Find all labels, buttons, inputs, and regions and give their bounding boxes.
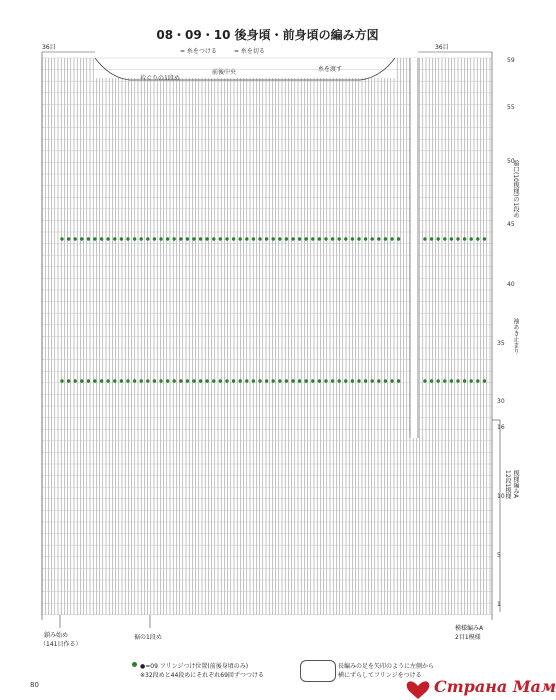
fringe-dot — [470, 237, 473, 240]
fringe-row-2 — [60, 379, 486, 382]
fringe-dot — [437, 379, 440, 382]
fringe-dot — [245, 379, 248, 382]
fringe-dot — [331, 379, 334, 382]
fringe-dot — [87, 379, 90, 382]
pattern-bottom-label: 模様編みA — [455, 625, 484, 632]
fringe-dot — [430, 237, 433, 240]
fringe-dot — [107, 237, 110, 240]
fringe-dot — [80, 237, 83, 240]
row-30: 30 — [497, 398, 505, 405]
right-stitch-count: 36目 — [435, 44, 449, 51]
fringe-dot — [239, 379, 242, 382]
fringe-dot — [371, 237, 374, 240]
fringe-dot — [285, 379, 288, 382]
pattern-bottom-repeat-label: 2目1模様 — [455, 634, 481, 641]
fringe-dot — [126, 237, 129, 240]
first-row-label: 裾の1段め — [134, 634, 162, 641]
sleeve-gap — [410, 58, 418, 438]
fringe-dot — [199, 237, 202, 240]
fringe-dot — [153, 237, 156, 240]
fringe-dot — [397, 237, 400, 240]
fringe-dot — [192, 379, 195, 382]
fringe-dot — [173, 379, 176, 382]
fringe-dot — [456, 237, 459, 240]
fringe-dot — [80, 379, 83, 382]
fringe-dot — [232, 237, 235, 240]
row-59: 59 — [507, 57, 515, 64]
fringe-dot — [291, 237, 294, 240]
fringe-dot — [179, 379, 182, 382]
fringe-dot — [305, 379, 308, 382]
footnote-rows: ※32段めと44段めにそれぞれ69回ずつつける — [140, 672, 264, 679]
fringe-dot — [483, 379, 486, 382]
fringe-dot — [285, 237, 288, 240]
row-50: 50 — [507, 158, 515, 165]
watermark-heart — [407, 681, 430, 699]
fringe-dot — [298, 237, 301, 240]
fringe-dot — [311, 379, 314, 382]
fringe-dot — [278, 237, 281, 240]
page-number: 80 — [30, 681, 39, 689]
fringe-dot — [272, 237, 275, 240]
fringe-dot — [483, 237, 486, 240]
row-16: 16 — [497, 424, 505, 431]
row-1: 1 — [497, 601, 501, 608]
fringe-dot — [93, 237, 96, 240]
fringe-dot — [437, 237, 440, 240]
fringe-dot — [476, 379, 479, 382]
watermark-text: Страна Мам — [434, 677, 556, 696]
fringe-dot — [252, 237, 255, 240]
chain-count-label: （141目作る） — [40, 641, 82, 648]
fringe-dot — [159, 379, 162, 382]
fringe-dot — [338, 237, 341, 240]
sleeve-stop-label: 袖あき止まり — [512, 318, 519, 354]
fringe-dot — [199, 379, 202, 382]
chart-title: 08・09・10 後身頃・前身頃の編み方図 — [156, 28, 379, 42]
fringe-dot — [298, 379, 301, 382]
fringe-dot — [179, 237, 182, 240]
fringe-dot — [67, 237, 70, 240]
fringe-dot — [146, 379, 149, 382]
fringe-dot — [318, 379, 321, 382]
fringe-dot — [60, 379, 63, 382]
fringe-dot — [351, 379, 354, 382]
fringe-dot — [113, 237, 116, 240]
fringe-dot — [463, 379, 466, 382]
legend-cut: = 糸を切る — [234, 48, 265, 55]
fringe-dot — [397, 379, 400, 382]
fringe-dot — [384, 237, 387, 240]
fringe-dot — [476, 237, 479, 240]
fringe-dot — [423, 237, 426, 240]
fringe-dot — [74, 379, 77, 382]
row-40: 40 — [507, 281, 515, 288]
chain-start-label: 鎖み始め — [44, 632, 69, 639]
fringe-dot — [113, 379, 116, 382]
fringe-dot — [443, 237, 446, 240]
fringe-dot — [166, 237, 169, 240]
fringe-dot — [120, 379, 123, 382]
fringe-dot — [212, 237, 215, 240]
fringe-dot — [364, 237, 367, 240]
pattern-a-repeat-label: 12段1模様 — [504, 470, 511, 500]
row-lines — [42, 58, 492, 615]
fringe-dot — [278, 379, 281, 382]
row-35: 35 — [497, 340, 505, 347]
fringe-dot — [423, 379, 426, 382]
pattern-a-label: 模様編みA — [512, 470, 519, 499]
fringe-dot — [318, 237, 321, 240]
fringe-dot — [364, 379, 367, 382]
fringe-dot — [133, 379, 136, 382]
fringe-dot — [344, 379, 347, 382]
fringe-dot — [357, 237, 360, 240]
fringe-dot — [377, 237, 380, 240]
fringe-dot — [344, 237, 347, 240]
fringe-dot — [133, 237, 136, 240]
fringe-dot — [239, 237, 242, 240]
fringe-dot — [265, 237, 268, 240]
fringe-dot — [338, 379, 341, 382]
fringe-dot — [252, 379, 255, 382]
footnote-fringe: ●=09 フリンジつけ位置(前後身頃のみ) — [140, 663, 249, 670]
fringe-dot — [463, 237, 466, 240]
fringe-dot — [357, 379, 360, 382]
fringe-dot — [331, 237, 334, 240]
fringe-dot — [93, 379, 96, 382]
fringe-dot — [225, 237, 228, 240]
row-55: 55 — [507, 104, 515, 111]
fringe-dot — [126, 379, 129, 382]
fringe-dot — [351, 237, 354, 240]
fringe-dot — [206, 379, 209, 382]
fringe-dot — [153, 379, 156, 382]
fringe-dot — [390, 379, 393, 382]
fringe-dot — [272, 379, 275, 382]
side-top-label: 脇口(10模様)の1段め — [512, 160, 519, 219]
neckline — [95, 58, 395, 80]
row-45: 45 — [507, 221, 515, 228]
fringe-dot — [232, 379, 235, 382]
row-5: 5 — [497, 552, 501, 559]
neck-first-row-label: 衿ぐりの1段め — [140, 75, 180, 82]
fringe-dot — [212, 379, 215, 382]
fringe-dot — [258, 379, 261, 382]
row-10: 10 — [497, 493, 505, 500]
fringe-dot — [159, 237, 162, 240]
fringe-dot — [450, 379, 453, 382]
legend-attach: = 糸をつける — [180, 48, 217, 55]
fringe-dot — [219, 379, 222, 382]
fringe-dot — [377, 379, 380, 382]
left-stitch-count: 36目 — [42, 44, 56, 51]
fringe-dot — [384, 379, 387, 382]
fringe-dot — [225, 379, 228, 382]
fringe-dot — [146, 237, 149, 240]
fringe-dot — [67, 379, 70, 382]
fringe-dot — [324, 379, 327, 382]
fringe-dot — [291, 379, 294, 382]
fringe-dot — [166, 379, 169, 382]
fringe-dot — [443, 379, 446, 382]
fringe-dot — [450, 237, 453, 240]
fringe-dot — [87, 237, 90, 240]
footnote-method-2: 横にずらしてフリンジをつける — [338, 672, 422, 679]
fringe-dot — [430, 379, 433, 382]
fringe-dot — [107, 379, 110, 382]
fringe-dot — [265, 379, 268, 382]
fringe-dot — [305, 237, 308, 240]
fringe-dot — [456, 379, 459, 382]
fringe-dot — [219, 237, 222, 240]
fringe-dot — [390, 237, 393, 240]
fringe-dot — [186, 379, 189, 382]
fringe-dot — [371, 379, 374, 382]
fringe-dot — [206, 237, 209, 240]
fringe-dot — [60, 237, 63, 240]
fringe-dot — [311, 237, 314, 240]
fringe-row-1 — [60, 237, 486, 240]
fringe-dot — [186, 237, 189, 240]
fringe-dot — [192, 237, 195, 240]
fringe-dot — [120, 237, 123, 240]
fringe-dot — [324, 237, 327, 240]
fringe-dot — [100, 237, 103, 240]
fringe-dot — [74, 237, 77, 240]
fringe-dot — [173, 237, 176, 240]
fringe-dot — [245, 237, 248, 240]
footnote-method-1: 長編みの足を矢印のように左側から — [338, 663, 435, 670]
fringe-dot — [140, 237, 143, 240]
fringe-dot — [100, 379, 103, 382]
fringe-dot — [470, 379, 473, 382]
fringe-dot — [258, 237, 261, 240]
front-center-label: 前後中央 — [212, 69, 237, 76]
pass-yarn-label: 糸を渡す — [318, 66, 343, 73]
fringe-dot — [140, 379, 143, 382]
